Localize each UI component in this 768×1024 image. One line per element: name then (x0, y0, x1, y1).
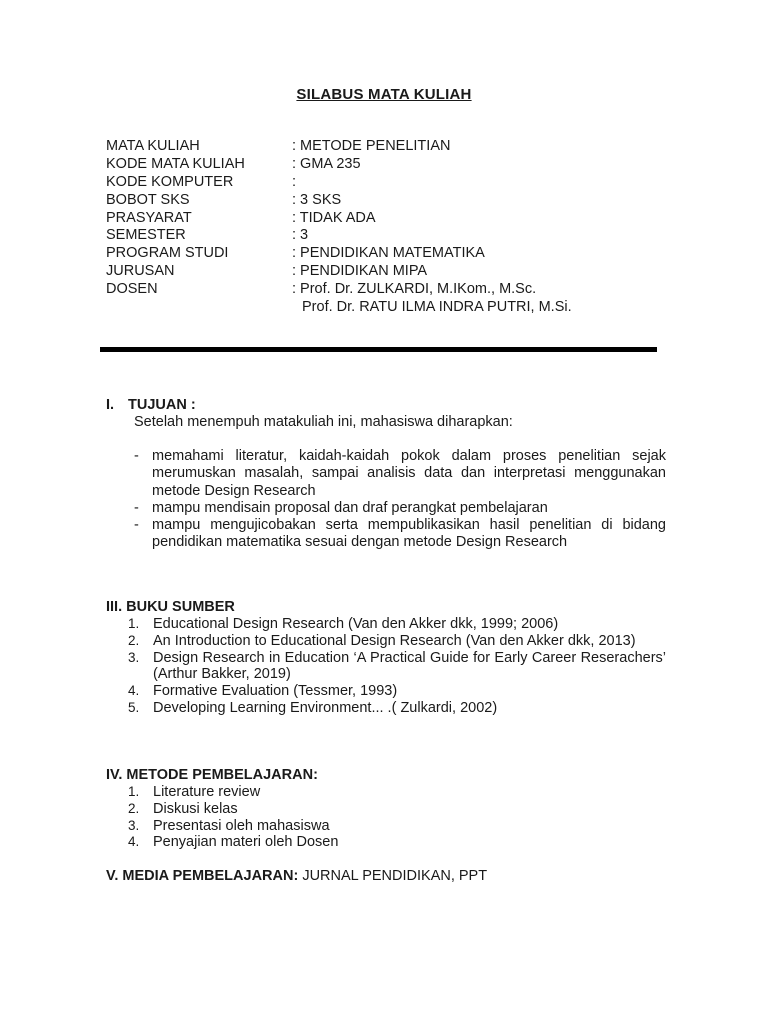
info-label: MATA KULIAH (106, 138, 200, 154)
info-row-prasyarat (106, 210, 706, 228)
item-text: Penyajian materi oleh Dosen (153, 834, 339, 851)
item-text: Literature review (153, 784, 261, 800)
item-number: 5. (128, 699, 140, 715)
media-label: V. MEDIA PEMBELAJARAN: (106, 868, 299, 884)
item-text: Developing Learning Environment... .( Zulkardi, 2002) (153, 699, 498, 716)
item-text: Design Research in Education ‘A Practical Guide for Early Career Reserachers’ (Arthur Bakker, 2019) (153, 649, 666, 683)
list-item (128, 784, 666, 801)
info-label: JURUSAN (106, 263, 175, 280)
bullet-text: memahami literatur, kaidah-kaidah pokok dalam proses penelitian sejak merumuskan masalah, sampai analisis data dan interpretasi menggunakan metode Design Research (152, 448, 666, 499)
list-item (128, 801, 666, 818)
info-row-jurusan (106, 263, 706, 281)
item-text: Presentasi oleh mahasiswa (153, 817, 330, 834)
list-item (134, 500, 666, 517)
info-value: : 3 SKS (292, 191, 342, 208)
list-item (128, 650, 666, 684)
bullet-dash: - (134, 499, 139, 516)
info-value: : PENDIDIKAN MIPA (292, 263, 428, 280)
list-item (128, 834, 666, 851)
info-label: PROGRAM STUDI (106, 245, 229, 262)
list-item (128, 683, 666, 700)
list-item (128, 818, 666, 835)
section-media-line (106, 868, 487, 884)
item-number: 4. (128, 834, 140, 850)
info-row-dosen (106, 281, 706, 299)
metode-pembelajaran-list (128, 784, 666, 851)
bullet-text: mampu mengujicobakan serta mempublikasikan hasil penelitian di bidang pendidikan matematika sesuai dengan metode Design Research (152, 517, 666, 551)
item-number: 1. (128, 616, 140, 631)
info-row-bobot-sks (106, 192, 706, 210)
item-text: Educational Design Research (Van den Akker dkk, 1999; 2006) (153, 616, 559, 632)
section-heading-text: TUJUAN : (128, 397, 196, 413)
info-label: SEMESTER (106, 227, 186, 244)
tujuan-bullet-list (134, 448, 666, 552)
info-value: : GMA 235 (292, 155, 361, 172)
info-value: : PENDIDIKAN MATEMATIKA (292, 245, 485, 262)
bullet-dash: - (134, 517, 139, 534)
section-buku-heading: III. BUKU SUMBER (106, 599, 235, 615)
info-value: : Prof. Dr. ZULKARDI, M.IKom., M.Sc. (292, 281, 537, 298)
info-value: : METODE PENELITIAN (292, 138, 451, 154)
list-item (128, 616, 666, 633)
list-item (128, 700, 666, 717)
info-label: KODE KOMPUTER (106, 173, 234, 190)
section-tujuan-heading (106, 397, 196, 413)
info-value: : (292, 173, 297, 190)
list-item (128, 633, 666, 650)
info-label: DOSEN (106, 281, 158, 298)
buku-sumber-list (128, 616, 666, 717)
section-number: I. (106, 397, 115, 413)
info-row-kode-mata-kuliah (106, 156, 706, 174)
item-number: 3. (128, 649, 140, 665)
section-divider (100, 347, 657, 352)
bullet-dash: - (134, 448, 139, 464)
list-item (134, 517, 666, 552)
item-number: 2. (128, 800, 140, 816)
section-metode-heading: IV. METODE PEMBELAJARAN: (106, 767, 318, 783)
info-row-program-studi (106, 245, 706, 263)
item-number: 4. (128, 683, 140, 699)
info-row-semester (106, 227, 706, 245)
media-value: JURNAL PENDIDIKAN, PPT (302, 868, 488, 884)
list-item (134, 448, 666, 500)
info-dosen-second: Prof. Dr. RATU ILMA INDRA PUTRI, M.Si. (302, 299, 572, 316)
item-number: 3. (128, 817, 140, 833)
bullet-text: mampu mendisain proposal dan draf perangkat pembelajaran (152, 499, 548, 516)
info-label: KODE MATA KULIAH (106, 155, 245, 172)
document-title: SILABUS MATA KULIAH (296, 86, 472, 103)
info-label: BOBOT SKS (106, 191, 190, 208)
item-text: An Introduction to Educational Design Research (Van den Akker dkk, 2013) (153, 632, 636, 649)
tujuan-intro: Setelah menempuh matakuliah ini, mahasiswa diharapkan: (134, 414, 513, 430)
item-text: Formative Evaluation (Tessmer, 1993) (153, 683, 398, 700)
info-row-mata-kuliah (106, 138, 706, 156)
info-label: PRASYARAT (106, 209, 192, 226)
info-value: : 3 (292, 227, 309, 244)
item-number: 1. (128, 784, 140, 799)
info-value: : TIDAK ADA (292, 209, 376, 226)
item-text: Diskusi kelas (153, 800, 238, 817)
course-info-table (106, 138, 706, 317)
info-row-kode-komputer (106, 174, 706, 192)
item-number: 2. (128, 632, 140, 648)
